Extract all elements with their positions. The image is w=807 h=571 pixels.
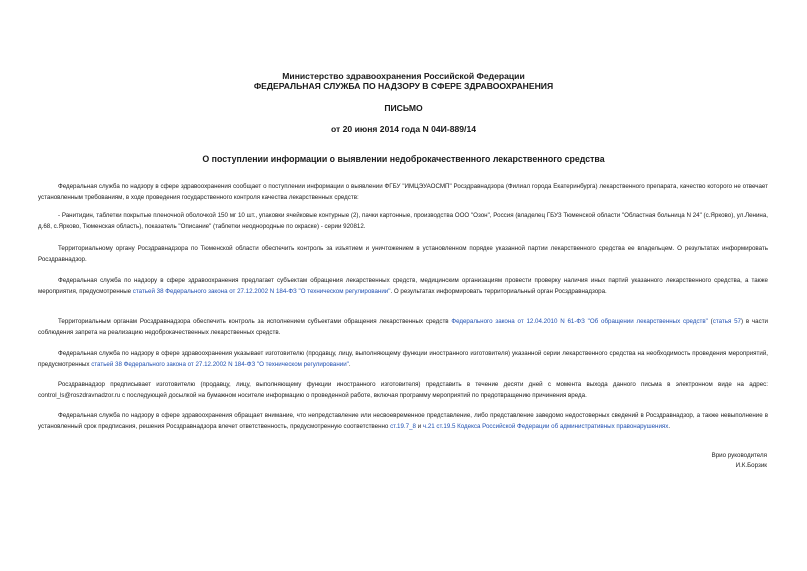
paragraph-5 <box>38 317 768 338</box>
paragraph-8 <box>38 411 768 432</box>
date-number-heading: от 20 июня 2014 года N 04И-889/14 <box>331 124 476 134</box>
paragraph-6-text-b: . <box>348 360 351 368</box>
link-koap-19-5[interactable]: ч.21 ст.19.5 Кодекса Российской Федерации об административных правонарушениях <box>422 422 669 430</box>
agency-heading: ФЕДЕРАЛЬНАЯ СЛУЖБА ПО НАДЗОРУ В СФЕРЕ ЗДРАВООХРАНЕНИЯ <box>253 81 554 91</box>
link-article-38-184fz[interactable]: статьей 38 Федерального закона от 27.12.2002 N 184-ФЗ "О техническом регулировании" <box>132 287 391 295</box>
paragraph-4-text-a: Федеральная служба по надзору в сфере здравоохранения предлагает субъектам обращения лекарственных средств, медицинским организациям провести проверку наличия иных партий указанного лекарственного средства, а также мероприятия, предусмотренные <box>38 277 768 295</box>
paragraph-1: Федеральная служба по надзору в сфере здравоохранения сообщает о поступлении информации о выявлении ФГБУ "ИМЦЭУАОСМП" Росздравнадзора (Филиал города Екатеринбурга) лекарственного препарата, качество которого не отвечает установленным требованиям, в ходе проведения государственного контроля качества лекарственных средств: <box>38 183 768 201</box>
link-article-57[interactable]: статья 57 <box>712 318 741 325</box>
paragraph-8-text-b: . <box>668 422 671 430</box>
paragraph-6 <box>38 349 768 370</box>
link-koap-19-7-8[interactable]: ст.19.7_8 <box>390 422 416 430</box>
link-article-38-184fz-2[interactable]: статьей 38 Федерального закона от 27.12.2002 N 184-ФЗ "О техническом регулировании" <box>91 360 349 368</box>
document-title: О поступлении информации о выявлении недоброкачественного лекарственного средства <box>202 154 605 164</box>
paragraph-5-text-b: ) в части соблюдения запрета на реализацию недоброкачественных лекарственных средств. <box>38 318 768 336</box>
doc-type-heading: ПИСЬМО <box>384 103 423 113</box>
ministry-heading: Министерство здравоохранения Российской Федерации <box>282 71 525 81</box>
paragraph-4 <box>38 276 768 297</box>
paragraph-4-text-b: . О результатах информировать территориальный орган Росздравнадзора. <box>390 287 607 295</box>
link-federal-law-61fz[interactable]: Федерального закона от 12.04.2010 N 61-ФЗ "Об обращении лекарственных средств" <box>451 318 708 325</box>
paragraph-5-text-a: Территориальным органам Росздравнадзора обеспечить контроль за исполнением субъектами обращения лекарственных средств <box>58 318 452 325</box>
signature-position: Врио руководителя <box>711 452 767 459</box>
paragraph-8-text-a: Федеральная служба по надзору в сфере здравоохранения обращает внимание, что непредставление или несвоевременное представление, либо представление заведомо недостоверных сведений в Росздравнадзор, а также невыполнение в установленный срок предписания, решения Росздравнадзора влечет ответственность, предусмотренную соответственно <box>38 412 768 430</box>
paragraph-3: Территориальному органу Росздравнадзора по Тюменской области обеспечить контроль за изъятием и уничтожением в установленном порядке указанной партии лекарственного средства ее владельцем. О результатах информировать Росздравнадзор. <box>38 245 768 263</box>
paragraph-2: - Ранитидин, таблетки покрытые пленочной оболочкой 150 мг 10 шт., упаковки ячейковые контурные (2), пачки картонные, производства ООО "Озон", Россия (владелец ГБУЗ Тюменской области "Областная больница N 24" (с.Ярково), ул.Ленина, д.68, с.Ярково, Тюменская область), показатель "Описание" (таблетки неоднородные по окраске) - серии 920812. <box>38 212 768 230</box>
paragraph-7: Росздравнадзор предписывает изготовителю (продавцу, лицу, выполняющему функции иностранного изготовителя) представить в течение десяти дней с момента выхода данного письма в электронном виде на адрес: control_ls@roszdravnadzor.ru с последующей досылкой на бумажном носителе информацию о проведенной работе, включая программу мероприятий по предотвращению причинения вреда. <box>38 381 768 399</box>
paragraph-5-text-mid: ( <box>707 318 713 325</box>
paragraph-8-text-mid: и <box>415 422 423 430</box>
signature-name: И.К.Борзик <box>735 462 767 469</box>
paragraph-6-text-a: Федеральная служба по надзору в сфере здравоохранения указывает изготовителю (продавцу, лицу, выполняющему функции иностранного изготовителя) указанной серии лекарственного средства на необходимость проведения мероприятий, предусмотренных <box>38 350 768 368</box>
signature-block <box>712 451 767 471</box>
